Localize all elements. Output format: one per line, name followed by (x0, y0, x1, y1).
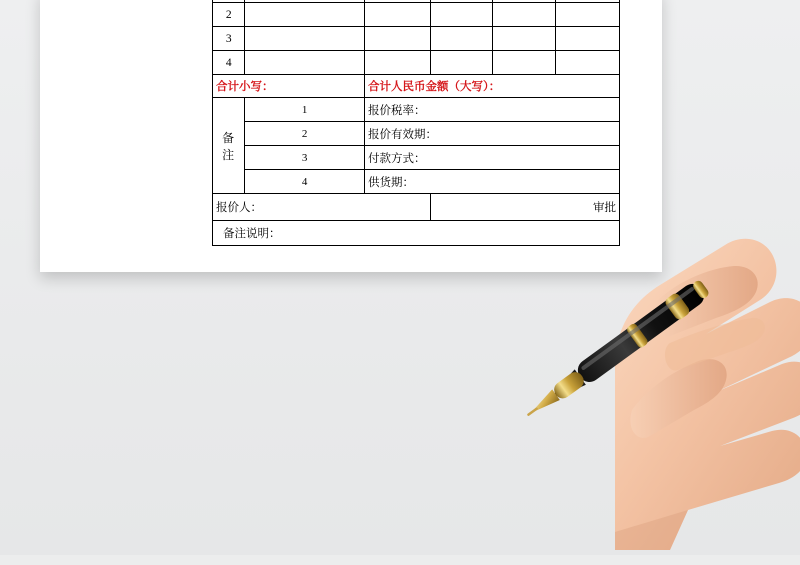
remark-index: 3 (245, 146, 365, 170)
remark-index: 2 (245, 122, 365, 146)
row-desc[interactable] (245, 3, 365, 27)
quoter-label[interactable]: 报价人： (213, 194, 431, 221)
quotation-table (212, 0, 620, 246)
note-label[interactable]: 备注说明： (213, 221, 620, 246)
row-cell-b[interactable] (431, 3, 493, 27)
row-cell-c[interactable] (493, 27, 555, 51)
remark-index: 4 (245, 170, 365, 194)
row-cell-c[interactable] (493, 51, 555, 75)
remark-row (213, 146, 620, 170)
row-cell-d[interactable] (555, 51, 619, 75)
row-cell-b[interactable] (431, 27, 493, 51)
row-number: 3 (213, 27, 245, 51)
remark-text-validity[interactable]: 报价有效期： (364, 122, 619, 146)
row-cell-d[interactable] (555, 3, 619, 27)
total-row (213, 75, 620, 98)
total-small-label: 合计小写： (213, 75, 365, 98)
table-row (213, 27, 620, 51)
row-cell-d[interactable] (555, 27, 619, 51)
row-cell-a[interactable] (364, 27, 430, 51)
document-sheet-inner (40, 0, 662, 272)
remark-text-payment[interactable]: 付款方式： (364, 146, 619, 170)
remark-text-tax-rate[interactable]: 报价税率： (364, 98, 619, 122)
approver-label[interactable]: 审批 (431, 194, 620, 221)
document-sheet (40, 0, 662, 272)
row-cell-b[interactable] (431, 51, 493, 75)
remark-index: 1 (245, 98, 365, 122)
remark-row (213, 122, 620, 146)
table-row (213, 51, 620, 75)
remark-label: 备注 (213, 98, 245, 194)
row-cell-c[interactable] (493, 3, 555, 27)
total-big-label: 合计人民币金额（大写）： (364, 75, 619, 98)
row-cell-a[interactable] (364, 3, 430, 27)
remark-row (213, 98, 620, 122)
row-desc[interactable] (245, 51, 365, 75)
table-row (213, 3, 620, 27)
row-number: 2 (213, 3, 245, 27)
signature-row (213, 194, 620, 221)
row-number: 4 (213, 51, 245, 75)
remark-text-delivery[interactable]: 供货期： (364, 170, 619, 194)
row-cell-a[interactable] (364, 51, 430, 75)
remark-row (213, 170, 620, 194)
note-row (213, 221, 620, 246)
row-desc[interactable] (245, 27, 365, 51)
